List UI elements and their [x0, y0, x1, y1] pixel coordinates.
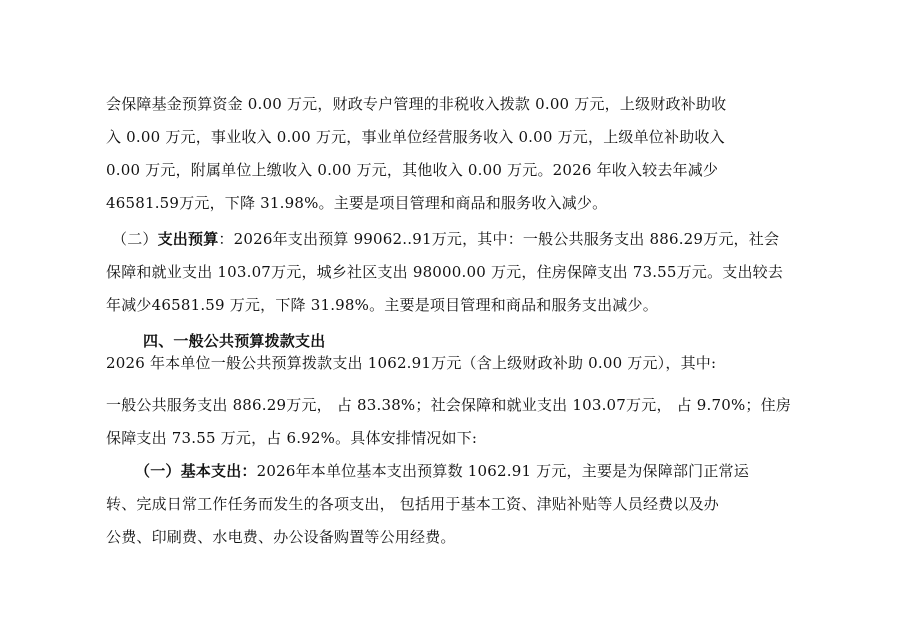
section-heading: 四、一般公共预算拨款支出 [143, 332, 326, 350]
appropriation-line-2: 一般公共服务支出 886.29万元， 占 83.38%；社会保障和就业支出 103.07万元， 占 9.70%；住房 [106, 396, 792, 414]
income-line-2: 入 0.00 万元，事业收入 0.00 万元，事业单位经营服务收入 0.00 万元，上级单位补助收入 [106, 128, 725, 146]
basic-line-3: 公费、印刷费、水电费、办公设备购置等公用经费。 [106, 528, 456, 546]
income-line-4: 46581.59万元，下降 31.98%。主要是项目管理和商品和服务收入减少。 [106, 194, 608, 212]
income-line-1: 会保障基金预算资金 0.00 万元，财政专户管理的非税收入拨款 0.00 万元，上级财政补助收 [106, 95, 727, 113]
expenditure-line-3: 年减少46581.59 万元，下降 31.98%。主要是项目管理和商品和服务支出减少。 [106, 296, 658, 314]
expenditure-prefix: （二） [112, 230, 158, 248]
basic-line-1 [135, 461, 749, 481]
basic-line-1-rest: 2026年本单位基本支出预算数 1062.91 万元，主要是为保障部门正常运 [256, 462, 749, 480]
basic-label: （一）基本支出： [135, 462, 257, 480]
expenditure-line-1 [112, 229, 779, 249]
appropriation-line-1: 2026 年本单位一般公共预算拨款支出 1062.91万元（含上级财政补助 0.00 万元），其中: [106, 354, 717, 372]
appropriation-line-3: 保障支出 73.55 万元，占 6.92%。具体安排情况如下: [106, 429, 478, 447]
expenditure-label: 支出预算 [157, 230, 219, 248]
basic-line-2: 转、完成日常工作任务而发生的各项支出， 包括用于基本工资、津贴补贴等人员经费以及办 [106, 495, 719, 513]
expenditure-line-1-rest: ：2026年支出预算 99062..91万元，其中：一般公共服务支出 886.29万元，社会 [218, 230, 780, 248]
expenditure-line-2: 保障和就业支出 103.07万元，城乡社区支出 98000.00 万元，住房保障支出 73.55万元。支出较去 [106, 263, 784, 281]
income-line-3: 0.00 万元，附属单位上缴收入 0.00 万元，其他收入 0.00 万元。2026 年收入较去年减少 [106, 161, 719, 179]
